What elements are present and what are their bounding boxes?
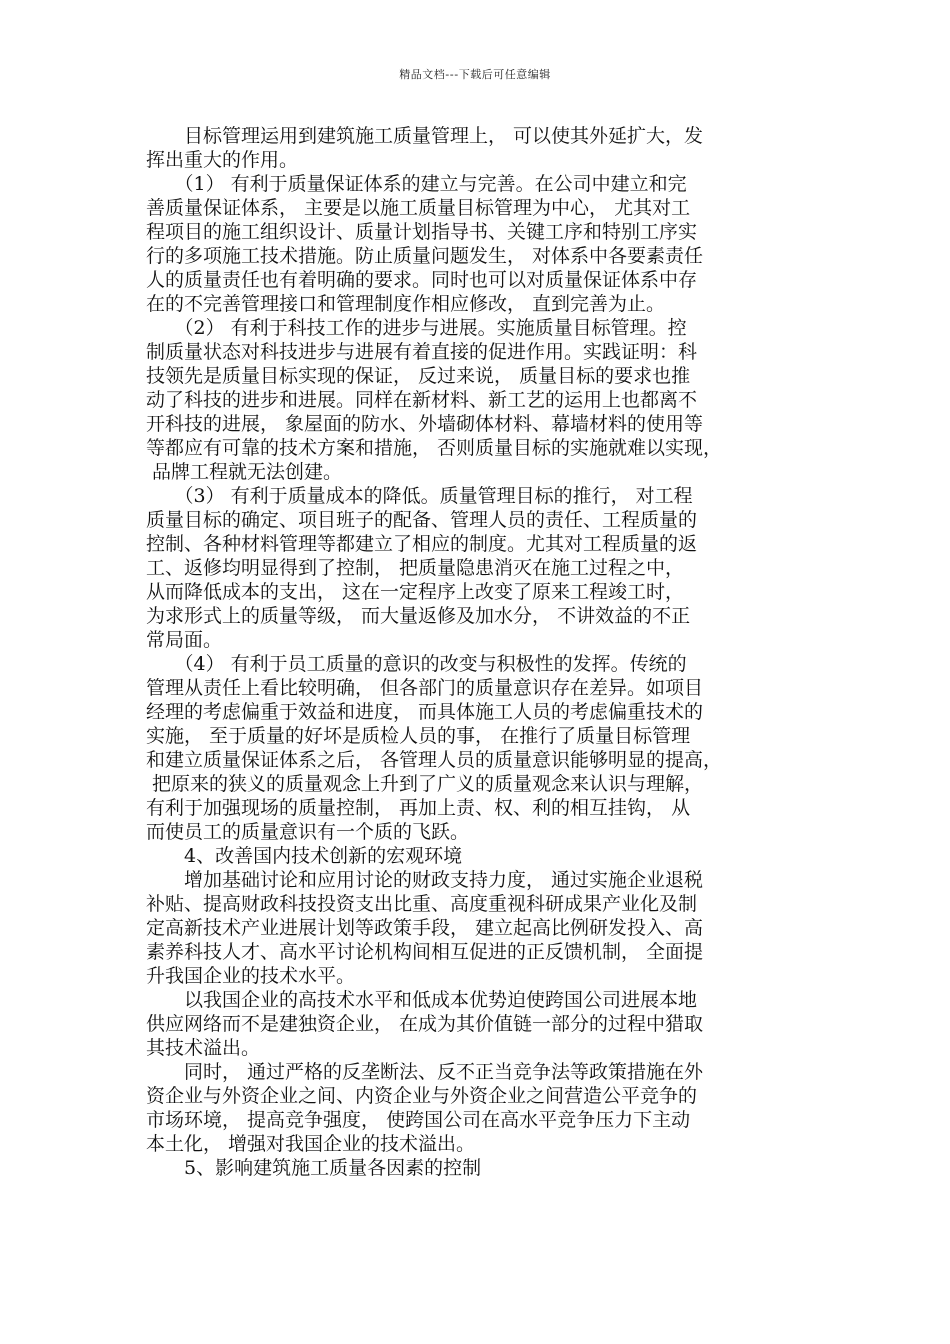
text-line: 控制、各种材料管理等都建立了相应的制度。尤其对工程质量的返 [146,533,698,555]
text-line: 资企业与外资企业之间、内资企业与外资企业之间营造公平竞争的 [146,1085,698,1107]
text-line: 把原来的狭义的质量观念上升到了广义的质量观念来认识与理解， [146,773,704,795]
text-line: 增加基础讨论和应用讨论的财政支持力度， 通过实施企业退税 [146,869,704,891]
text-line: 有利于加强现场的质量控制， 再加上责、权、利的相互挂钩， 从 [146,797,691,819]
text-line: 同时， 通过严格的反垄断法、反不正当竞争法等政策措施在外 [146,1061,704,1083]
text-line: 供应网络而不是建独资企业， 在成为其价值链一部分的过程中猎取 [146,1013,704,1035]
text-line: 质量目标的确定、项目班子的配备、管理人员的责任、工程质量的 [146,509,698,531]
text-line: 动了科技的进步和进展。同样在新材料、新工艺的运用上也都离不 [146,389,698,411]
text-line: 4、改善国内技术创新的宏观环境 [146,845,463,867]
text-line: 目标管理运用到建筑施工质量管理上， 可以使其外延扩大，发 [146,125,704,147]
text-line: （2） 有利于科技工作的进步与进展。实施质量目标管理。控 [146,317,687,339]
text-line: 开科技的进展， 象屋面的防水、外墙砌体材料、幕墙材料的使用等 [146,413,704,435]
text-line: 补贴、提高财政科技投资支出比重、高度重视科研成果产业化及制 [146,893,698,915]
text-line: 程项目的施工组织设计、质量计划指导书、关键工序和特别工序实 [146,221,698,243]
text-line: 升我国企业的技术水平。 [146,965,356,987]
text-line: 为求形式上的质量等级， 而大量返修及加水分， 不讲效益的不正 [146,605,691,627]
text-line: 素养科技人才、高水平讨论机构间相互促进的正反馈机制， 全面提 [146,941,704,963]
text-line: 本土化， 增强对我国企业的技术溢出。 [146,1133,476,1155]
page-header: 精品文档---下载后可任意编辑 [399,68,551,81]
text-line: 行的多项施工技术措施。防止质量问题发生， 对体系中各要素责任 [146,245,704,267]
text-line: 善质量保证体系， 主要是以施工质量目标管理为中心， 尤其对工 [146,197,691,219]
text-line: 品牌工程就无法创建。 [146,461,343,483]
text-line: 管理从责任上看比较明确， 但各部门的质量意识存在差异。如项目 [146,677,704,699]
text-line: 挥出重大的作用。 [146,149,299,171]
text-line: （1） 有利于质量保证体系的建立与完善。在公司中建立和完 [146,173,687,195]
text-line: 从而降低成本的支出， 这在一定程序上改变了原来工程竣工时， [146,581,685,603]
text-line: 其技术溢出。 [146,1037,261,1059]
text-line: 技领先是质量目标实现的保证， 反过来说， 质量目标的要求也推 [146,365,691,387]
text-line: 在的不完善管理接口和管理制度作相应修改， 直到完善为止。 [146,293,666,315]
text-line: 等都应有可靠的技术方案和措施， 否则质量目标的实施就难以实现， [146,437,723,459]
text-line: 而使员工的质量意识有一个质的飞跃。 [146,821,470,843]
text-line: （3） 有利于质量成本的降低。质量管理目标的推行， 对工程 [146,485,693,507]
text-line: 和建立质量保证体系之后， 各管理人员的质量意识能够明显的提高， [146,749,723,771]
text-line: 工、返修均明显得到了控制， 把质量隐患消灭在施工过程之中， [146,557,685,579]
text-line: 实施， 至于质量的好坏是质检人员的事， 在推行了质量目标管理 [146,725,691,747]
text-line: 以我国企业的高技术水平和低成本优势迫使跨国公司进展本地 [146,989,698,1011]
text-line: 市场环境， 提高竞争强度， 使跨国公司在高水平竞争压力下主动 [146,1109,691,1131]
document-body [146,124,816,1180]
text-line: 人的质量责任也有着明确的要求。同时也可以对质量保证体系中存 [146,269,698,291]
text-line: 经理的考虑偏重于效益和进度， 而具体施工人员的考虑偏重技术的 [146,701,704,723]
text-line: 定高新技术产业进展计划等政策手段， 建立起高比例研发投入、高 [146,917,704,939]
text-line: 制质量状态对科技进步与进展有着直接的促进作用。实践证明：科 [146,341,698,363]
text-line: 常局面。 [146,629,223,651]
text-line: （4） 有利于员工质量的意识的改变与积极性的发挥。传统的 [146,653,687,675]
text-line: 5、影响建筑施工质量各因素的控制 [146,1157,482,1179]
